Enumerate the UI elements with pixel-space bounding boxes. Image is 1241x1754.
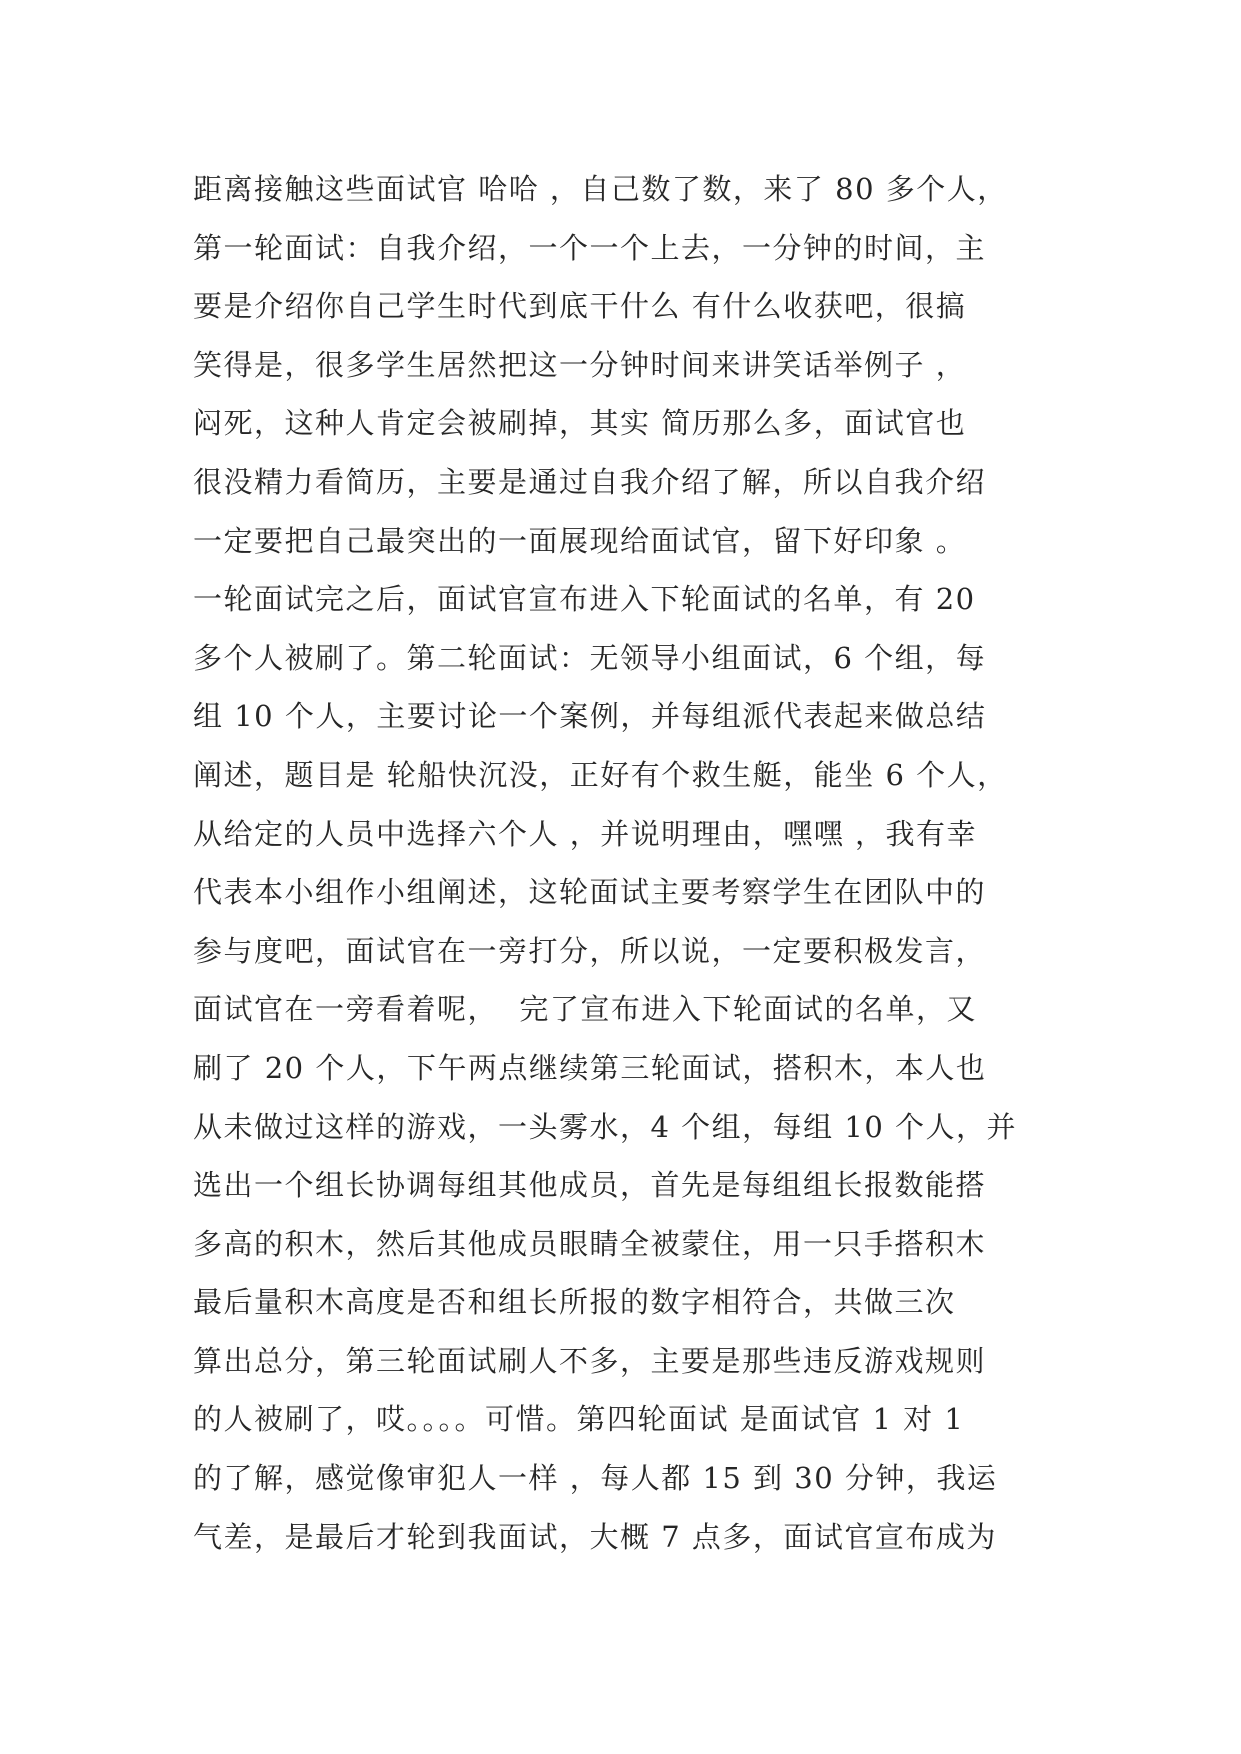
text-line: 参与度吧，面试官在一旁打分，所以说，一定要积极发言， [193, 933, 987, 968]
text-line: 多高的积木，然后其他成员眼睛全被蒙住，用一只手搭积木 [193, 1226, 987, 1261]
text-line: 选出一个组长协调每组其他成员，首先是每组组长报数能搭 [193, 1168, 987, 1203]
text-line: 闷死，这种人肯定会被刷掉，其实 简历那么多，面试官也 [193, 406, 967, 441]
text-line: 很没精力看简历，主要是通过自我介绍了解，所以自我介绍 [193, 464, 987, 499]
text-line: 距离接触这些面试官 哈哈 ，自己数了数，来了 80 多个人， [193, 172, 1008, 206]
text-line: 算出总分，第三轮面试刷人不多，主要是那些违反游戏规则 [193, 1343, 987, 1378]
text-line: 最后量积木高度是否和组长所报的数字相符合，共做三次 [193, 1285, 956, 1320]
text-line: 一轮面试完之后，面试官宣布进入下轮面试的名单，有 20 [193, 582, 976, 617]
text-line: 的人被刷了，哎。。。。可惜。第四轮面试 是面试官 1 对 1 [193, 1402, 965, 1437]
text-line: 从给定的人员中选择六个人 ，并说明理由，嘿嘿 ，我有幸 [193, 816, 977, 851]
text-line: 多个人被刷了。第二轮面试：无领导小组面试，6 个组，每 [193, 640, 987, 675]
text-line: 面试官在一旁看着呢， 完了宣布进入下轮面试的名单，又 [193, 992, 977, 1027]
text-line: 一定要把自己最突出的一面展现给面试官，留下好印象 。 [193, 523, 967, 558]
text-line: 代表本小组作小组阐述，这轮面试主要考察学生在团队中的 [193, 875, 987, 910]
text-line: 组 10 个人，主要讨论一个案例，并每组派代表起来做总结 [193, 699, 987, 734]
text-line: 笑得是，很多学生居然把这一分钟时间来讲笑话举例子 ， [193, 347, 967, 382]
text-line: 的了解，感觉像审犯人一样 ，每人都 15 到 30 分钟，我运 [193, 1461, 998, 1496]
body-text [193, 160, 1093, 1566]
text-line: 从未做过这样的游戏，一头雾水，4 个组，每组 10 个人，并 [193, 1109, 1018, 1144]
text-line: 刷了 20 个人，下午两点继续第三轮面试，搭积木，本人也 [193, 1050, 987, 1085]
text-line: 阐述，题目是 轮船快沉没，正好有个救生艇，能坐 6 个人， [193, 757, 1008, 792]
text-line: 气差，是最后才轮到我面试，大概 7 点多，面试官宣布成为 [193, 1519, 997, 1554]
text-line: 第一轮面试：自我介绍，一个一个上去，一分钟的时间，主 [193, 230, 987, 265]
text-line: 要是介绍你自己学生时代到底干什么 有什么收获吧，很搞 [193, 289, 967, 324]
